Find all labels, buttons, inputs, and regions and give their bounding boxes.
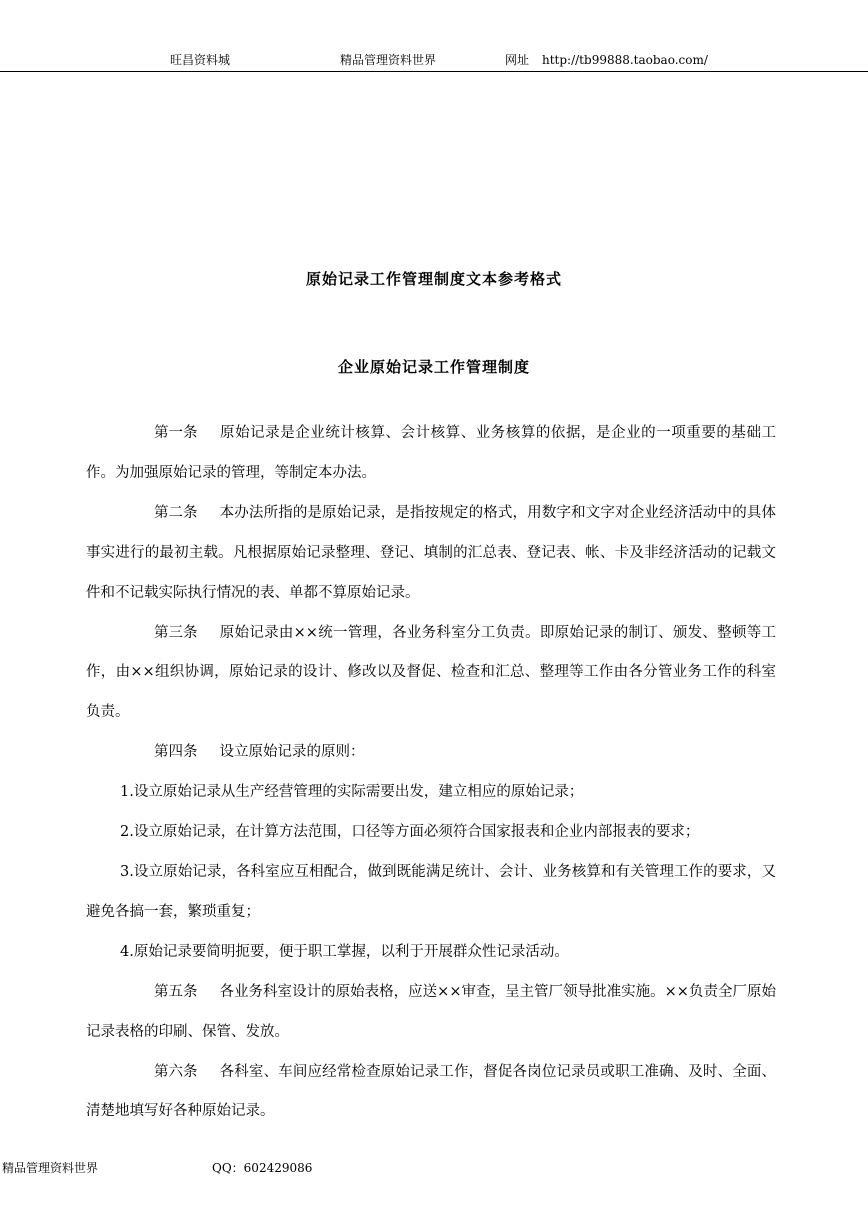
article-number: 第一条 (154, 425, 198, 441)
page-header (0, 0, 868, 72)
article-paragraph (86, 414, 776, 494)
article-paragraph (86, 733, 776, 773)
header-url-label: 网址 (505, 53, 530, 67)
article-text: 2.设立原始记录，在计算方法范围，口径等方面必须符合国家报表和企业内部报表的要求； (120, 824, 700, 841)
document-body (86, 414, 776, 1132)
header-site-name: 旺昌资料城 (170, 53, 231, 67)
article-paragraph (86, 973, 776, 1053)
article-text: 设立原始记录的原则： (219, 744, 365, 761)
article-number: 第四条 (154, 744, 198, 761)
article-paragraph (86, 614, 776, 734)
footer-qq: QQ：602429086 (212, 1161, 313, 1175)
header-tagline: 精品管理资料世界 (340, 53, 437, 67)
header-url-link[interactable]: http://tb99888.taobao.com/ (542, 53, 708, 67)
article-paragraph (86, 1053, 776, 1133)
header-divider (0, 71, 868, 72)
article-text: 4.原始记录要简明扼要，便于职工掌握，以利于开展群众性记录活动。 (120, 943, 569, 960)
article-number: 第三条 (154, 624, 198, 641)
article-text: 本办法所指的是原始记录，是指按规定的格式，用数字和文字对企业经济活动中的具体事实进行的最初主载。凡根据原始记录整理、登记、填制的汇总表、登记表、帐、卡及非经济活动的记载文件和不记载实际执行情况的表、单都不算原始记录。 (86, 504, 776, 601)
article-paragraph (86, 813, 776, 853)
article-number: 第五条 (154, 983, 198, 1000)
article-text: 各业务科室设计的原始表格，应送××审查，呈主管厂领导批准实施。××负责全厂原始记录表格的印刷、保管、发放。 (86, 983, 776, 1040)
footer-site-name: 精品管理资料世界 (2, 1161, 99, 1175)
document-title: 原始记录工作管理制度文本参考格式 (305, 270, 562, 288)
article-text: 各科室、车间应经常检查原始记录工作，督促各岗位记录员或职工准确、及时、全面、清楚地填写好各种原始记录。 (86, 1063, 776, 1120)
article-text: 原始记录由××统一管理，各业务科室分工负责。即原始记录的制订、颁发、整顿等工作，由××组织协调，原始记录的设计、修改以及督促、检查和汇总、整理等工作由各分管业务工作的科室负责。 (86, 624, 776, 721)
article-number: 第二条 (154, 504, 198, 521)
article-paragraph (86, 933, 776, 973)
article-text: 3.设立原始记录，各科室应互相配合，做到既能满足统计、会计、业务核算和有关管理工作的要求，又避免各搞一套，繁琐重复； (86, 863, 776, 920)
article-paragraph (86, 773, 776, 813)
article-text: 1.设立原始记录从生产经营管理的实际需要出发，建立相应的原始记录； (120, 784, 584, 801)
article-text: 原始记录是企业统计核算、会计核算、业务核算的依据，是企业的一项重要的基础工作。为加强原始记录的管理，等制定本办法。 (86, 425, 776, 481)
article-paragraph (86, 853, 776, 933)
article-number: 第六条 (154, 1063, 198, 1080)
document-subtitle: 企业原始记录工作管理制度 (337, 358, 530, 376)
article-paragraph (86, 494, 776, 614)
